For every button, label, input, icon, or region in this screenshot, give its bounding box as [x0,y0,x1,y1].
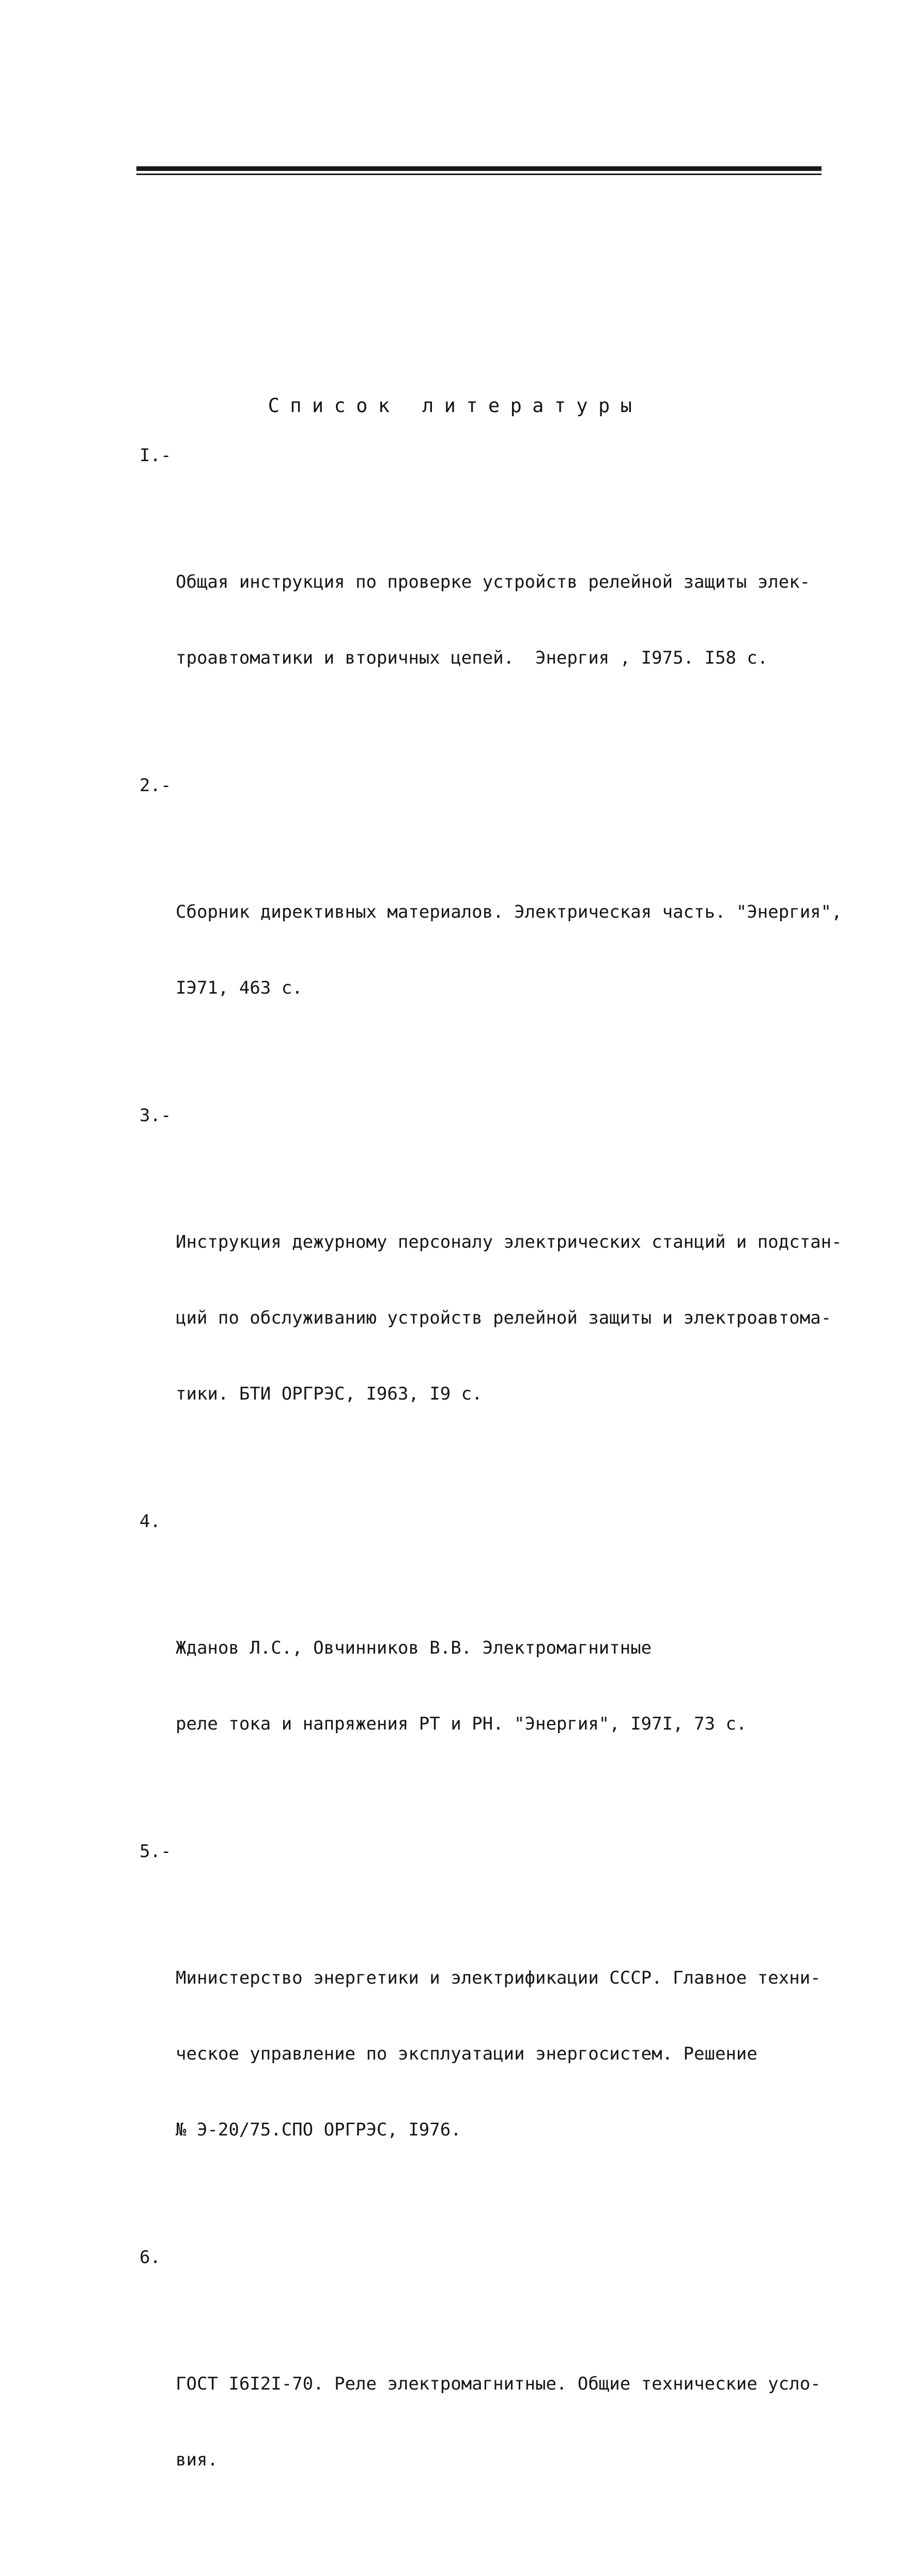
page-title: Список литературы [268,395,643,417]
reference-number: 3.- [140,1105,172,1126]
reference-line: реле тока и напряжения РТ и РН. "Энергия", I97I, 73 с. [176,1714,747,1734]
reference-item-4 [140,1509,853,1838]
reference-line: троавтоматики и вторичных цепей. Энергия , I975. I58 с. [176,648,768,668]
reference-line: вия. [176,2449,218,2470]
reference-line: Общая инструкция по проверке устройств релейной защиты элек- [176,572,811,592]
reference-number: 6. [140,2247,161,2268]
header-rule-thin [136,174,822,175]
reference-line: № Э-20/75.СПО ОРГРЭС, I976. [176,2119,461,2140]
reference-line: Жданов Л.С., Овчинников В.В. Электромагнитные [176,1638,652,1658]
reference-number: 2.- [140,775,172,796]
reference-text [176,2321,853,2523]
reference-line: тики. БТИ ОРГРЭС, I963, I9 с. [176,1384,483,1404]
reference-line: ГОСТ I6I2I-70. Реле электромагнитные. Общие технические усло- [176,2374,821,2394]
header-rule-thick [136,166,822,171]
header-double-rule [136,166,822,177]
reference-number: 4. [140,1511,161,1532]
reference-line: Инструкция дежурному персоналу электрических станций и подстан- [176,1232,842,1252]
reference-text [176,1179,853,1457]
reference-item-1 [140,443,853,772]
reference-number: I.- [140,445,172,466]
reference-item-7 [140,2575,853,2576]
reference-text [176,1915,853,2193]
reference-text [176,849,853,1051]
reference-number [140,2575,161,2576]
reference-text [176,1585,853,1787]
reference-text [176,519,853,721]
reference-item-3 [140,1103,853,1508]
reference-line: ций по обслуживанию устройств релейной защиты и электроавтома- [176,1308,832,1328]
reference-line: ческое управление по эксплуатации энергосистем. Решение [176,2044,757,2064]
reference-item-2 [140,773,853,1102]
reference-item-5 [140,1839,853,2244]
reference-list [140,443,853,2576]
reference-number: 5.- [140,1841,172,1862]
reference-line: Министерство энергетики и электрификации СССР. Главное техни- [176,1968,821,1988]
reference-line: Сборник директивных материалов. Электрическая часть. "Энергия", [176,902,842,922]
reference-line: IЭ71, 463 с. [176,978,303,998]
reference-item-6 [140,2245,853,2574]
